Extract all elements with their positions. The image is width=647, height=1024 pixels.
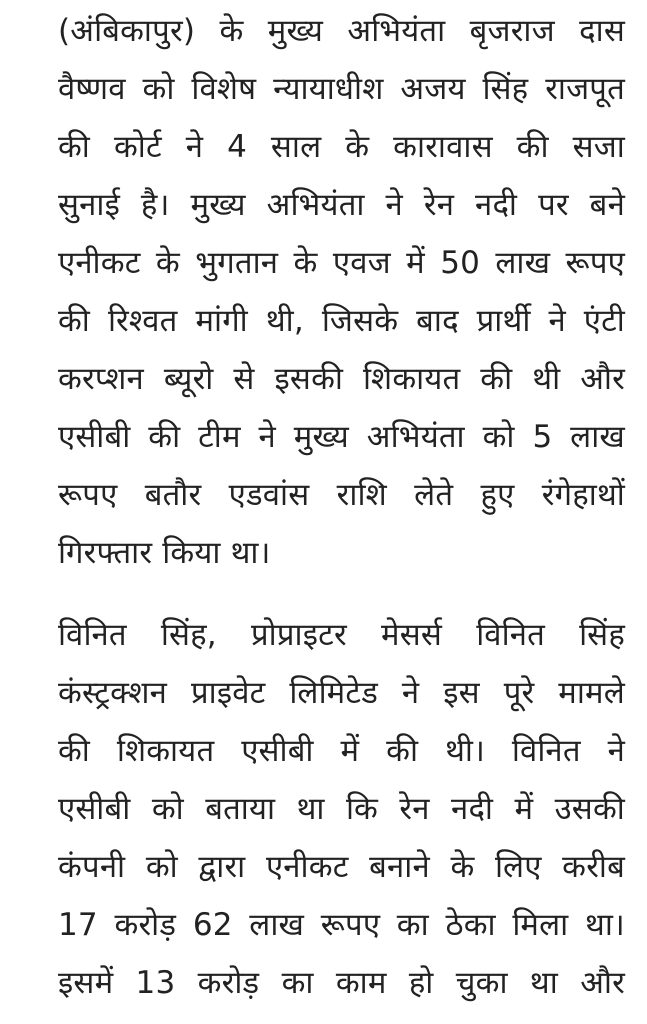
- paragraph-line: इसमें 13 करोड़ का काम हो चुका था और: [58, 965, 625, 1001]
- paragraph-line: की रिश्वत मांगी थी, जिसके बाद प्रार्थी ने एंटी: [58, 303, 625, 339]
- paragraph-line: एनीकट के भुगतान के एवज में 50 लाख रूपए: [58, 245, 625, 281]
- paragraph-line: एसीबी को बताया था कि रेन नदी में उसकी: [58, 791, 625, 827]
- paragraph-line: कंस्ट्रक्शन प्राइवेट लिमिटेड ने इस पूरे मामले: [58, 675, 625, 711]
- paragraph-line: कंपनी को द्वारा एनीकट बनाने के लिए करीब: [58, 849, 625, 885]
- paragraph-line-last: गिरफ्तार किया था।: [58, 535, 271, 571]
- paragraph-line: सुनाई है। मुख्य अभियंता ने रेन नदी पर बने: [58, 187, 625, 223]
- paragraph-line: एसीबी की टीम ने मुख्य अभियंता को 5 लाख: [58, 419, 625, 455]
- paragraph-line: की कोर्ट ने 4 साल के कारावास की सजा: [58, 129, 625, 165]
- paragraph-line: करप्शन ब्यूरो से इसकी शिकायत की थी और: [58, 361, 625, 397]
- paragraph-line: 17 करोड़ 62 लाख रूपए का ठेका मिला था।: [58, 907, 625, 943]
- paragraph-line: वैष्णव को विशेष न्यायाधीश अजय सिंह राजपूत: [58, 71, 625, 107]
- article-paragraph-1: [58, 2, 625, 582]
- paragraph-line: की शिकायत एसीबी में की थी। विनित ने: [58, 733, 625, 769]
- paragraph-line: (अंबिकापुर) के मुख्य अभियंता बृजराज दास: [58, 13, 625, 49]
- paragraph-line: विनित सिंह, प्रोप्राइटर मेसर्स विनित सिंह: [58, 617, 625, 653]
- paragraph-line: रूपए बतौर एडवांस राशि लेते हुए रंगेहाथों: [58, 477, 625, 513]
- article-paragraph-2: [58, 606, 625, 1012]
